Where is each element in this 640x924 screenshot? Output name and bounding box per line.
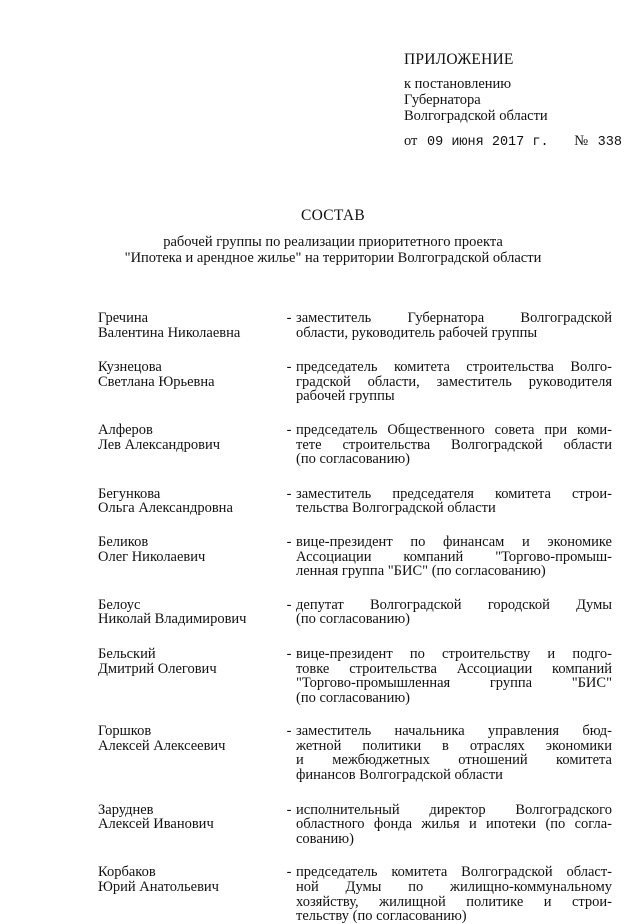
member-role-line: градской области, заместитель руководителя [296,373,612,390]
member-role-line: тете строительства Волгоградской области [296,436,612,453]
member-entry [98,487,612,516]
member-role-line: председатель комитета Волгоградской област- [296,864,612,881]
member-dash: - [286,485,292,502]
member-dash: - [286,723,292,740]
member-role [296,647,612,705]
member-role-line: вице-президент по строительству и подго- [296,645,612,662]
member-surname: Алферов [98,421,153,438]
member-dash: - [286,801,292,818]
member-given-names: Алексей Иванович [98,816,214,833]
member-role [296,865,612,923]
member-entry [98,803,612,847]
member-surname: Кузнецова [98,359,162,376]
member-role-line: и межбюджетных отношений комитета [296,752,612,769]
decree-number: 338 [597,135,622,150]
member-role [296,423,612,467]
member-dash: - [286,359,292,376]
member-role-line: Ассоциации компаний "Торгово-промыш- [296,548,612,565]
member-role-line: финансов Волгоградской области [296,767,503,784]
decree-from-label: от [404,133,418,149]
member-role-line: председатель Общественного совета при коми- [296,421,612,438]
appendix-line: Губернатора [404,92,481,108]
member-dash: - [286,310,292,326]
member-role-line: (по согласованию) [296,689,410,706]
member-role [296,598,612,627]
member-role-line: заместитель председателя комитета строи- [296,485,612,502]
member-surname: Горшков [98,723,152,740]
member-given-names: Лев Александрович [98,436,221,453]
member-given-names: Дмитрий Олегович [98,660,217,677]
member-dash: - [286,645,292,662]
member-role-line: сованию) [296,830,354,847]
member-role-line: товке строительства Ассоциации компаний [296,660,612,677]
member-given-names: Валентина Николаевна [98,324,241,341]
heading-subtitle [26,234,640,266]
member-role-line: тельства Волгоградской области [296,500,496,517]
member-role [296,803,612,847]
member-role-line: ленная группа "БИС" (по согласованию) [296,563,546,580]
member-name [98,724,283,753]
decree-number-label: № [574,133,589,149]
member-role-line: жетной политики в отраслях экономики [296,737,612,754]
member-entry [98,311,612,340]
member-role-line: рабочей группы [296,388,395,405]
member-name [98,423,283,452]
member-dash: - [286,533,292,550]
member-entry [98,724,612,782]
member-role-line: ной Думы по жилищно-коммунальному [296,879,612,896]
member-dash: - [286,864,292,881]
member-role-line: исполнительный директор Волгоградского [296,801,612,818]
member-entry [98,360,612,404]
member-role-line: тельству (по согласованию) [296,908,467,924]
member-entry [98,535,612,579]
member-entry [98,423,612,467]
member-name [98,647,283,676]
member-name [98,803,283,832]
member-role [296,360,612,404]
document-heading [0,207,640,266]
member-entry [98,647,612,705]
member-given-names: Олег Николаевич [98,548,206,565]
member-name [98,311,283,340]
member-entry [98,865,612,923]
decree-line [404,133,636,150]
member-given-names: Юрий Анатольевич [98,879,219,896]
appendix-line: Волгоградской области [404,108,548,124]
member-role-line: заместитель Губернатора Волгоградской [296,310,612,326]
heading-title: СОСТАВ [300,207,366,224]
member-role [296,311,612,340]
member-dash: - [286,421,292,438]
appendix-header [404,52,624,124]
heading-subtitle-line: рабочей группы по реализации приоритетного проекта [163,234,503,250]
member-role-line: областного фонда жилья и ипотеки (по согла- [296,816,612,833]
member-role-line: вице-президент по финансам и экономике [296,533,612,550]
member-role-line: хозяйству, жилищной политике и строи- [296,893,612,910]
member-given-names: Алексей Алексеевич [98,737,226,754]
member-given-names: Ольга Александровна [98,500,233,517]
member-name [98,487,283,516]
member-role [296,487,612,516]
member-surname: Беликов [98,533,149,550]
member-surname: Белоус [98,596,141,613]
member-role-line: области, руководитель рабочей группы [296,324,538,341]
member-dash: - [286,596,292,613]
member-surname: Бельский [98,645,156,662]
member-given-names: Николай Владимирович [98,611,247,628]
member-surname: Корбаков [98,864,156,881]
decree-date: 09 июня 2017 г. [427,135,549,150]
member-surname: Бегункова [98,485,161,502]
heading-subtitle-line: "Ипотека и арендное жилье" на территории Волгоградской области [124,250,542,266]
member-surname: Гречина [98,310,149,326]
member-role-line: (по согласованию) [296,611,410,628]
member-role [296,535,612,579]
member-name [98,865,283,894]
appendix-title: ПРИЛОЖЕНИЕ [404,51,514,68]
appendix-line: к постановлению [404,76,512,92]
member-entry [98,598,612,627]
member-given-names: Светлана Юрьевна [98,373,215,390]
member-name [98,598,283,627]
member-role-line: заместитель начальника управления бюд- [296,723,612,740]
member-name [98,535,283,564]
member-role-line: "Торгово-промышленная группа "БИС" [296,675,612,692]
member-role-line: (по согласованию) [296,451,410,468]
member-role-line: депутат Волгоградской городской Думы [296,596,612,613]
member-role [296,724,612,782]
member-role-line: председатель комитета строительства Волго- [296,359,612,376]
members-list [98,311,612,924]
member-name [98,360,283,389]
member-surname: Заруднев [98,801,154,818]
